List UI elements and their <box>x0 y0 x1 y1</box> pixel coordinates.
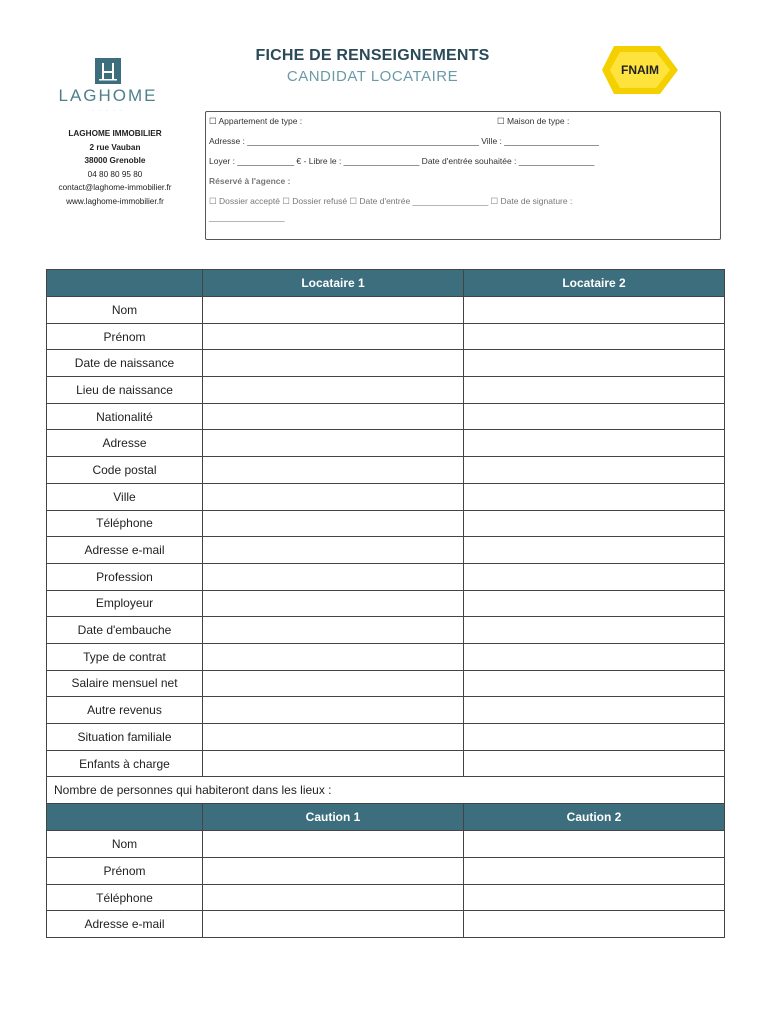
tenant-1-input-cell[interactable] <box>203 590 464 617</box>
tenant-row-label: Enfants à charge <box>47 750 203 777</box>
tenant-row-label: Lieu de naissance <box>47 377 203 404</box>
title-main: FICHE DE RENSEIGNEMENTS <box>255 47 490 64</box>
tenant-1-input-cell[interactable] <box>203 457 464 484</box>
guarantor-header-row <box>47 804 725 831</box>
tenant-row-label: Adresse e-mail <box>47 537 203 564</box>
agency-city: 38000 Grenoble <box>84 156 146 165</box>
agency-decision-checkboxes[interactable]: ☐ Dossier accepté ☐ Dossier refusé ☐ Date d'entrée ________________ ☐ Date de signature : <box>209 196 573 206</box>
fnaim-logo-text: FNAIM <box>621 63 659 77</box>
tenant-1-input-cell[interactable] <box>203 670 464 697</box>
fnaim-logo-icon <box>600 44 680 96</box>
tenant-1-input-cell[interactable] <box>203 724 464 751</box>
tenant-2-input-cell[interactable] <box>464 483 725 510</box>
tenant-2-input-cell[interactable] <box>464 350 725 377</box>
tenant-2-input-cell[interactable] <box>464 297 725 324</box>
guarantor-2-input-cell[interactable] <box>464 884 725 911</box>
guarantor-1-input-cell[interactable] <box>203 858 464 885</box>
guarantor-row-label: Nom <box>47 831 203 858</box>
tenant-2-header: Locataire 2 <box>464 270 725 297</box>
property-info-box <box>205 111 721 240</box>
tenant-row-label: Prénom <box>47 323 203 350</box>
tenant-2-input-cell[interactable] <box>464 563 725 590</box>
tenant-2-input-cell[interactable] <box>464 643 725 670</box>
rent-field[interactable]: Loyer : ____________ € - Libre le : ________________ Date d'entrée souhaitée : ________________ <box>209 156 595 166</box>
tenant-2-input-cell[interactable] <box>464 457 725 484</box>
tenant-2-input-cell[interactable] <box>464 323 725 350</box>
tenant-row-label: Date d'embauche <box>47 617 203 644</box>
tenant-row <box>47 563 725 590</box>
guarantor-row-label: Adresse e-mail <box>47 911 203 938</box>
tenant-2-input-cell[interactable] <box>464 430 725 457</box>
agency-contact <box>40 127 190 208</box>
tenant-row-label: Adresse <box>47 430 203 457</box>
tenant-row-label: Nationalité <box>47 403 203 430</box>
tenant-2-input-cell[interactable] <box>464 617 725 644</box>
guarantor-row-label: Prénom <box>47 858 203 885</box>
apartment-type-checkbox[interactable]: ☐ Appartement de type : <box>209 116 303 126</box>
tenant-row <box>47 750 725 777</box>
tenant-2-input-cell[interactable] <box>464 403 725 430</box>
occupants-label[interactable]: Nombre de personnes qui habiteront dans les lieux : <box>47 777 725 804</box>
laghome-logo <box>56 58 160 114</box>
title-sub: CANDIDAT LOCATAIRE <box>286 68 459 85</box>
logo-subtext: · · · · · <box>92 108 124 114</box>
tenant-1-input-cell[interactable] <box>203 350 464 377</box>
tenant-row-label: Profession <box>47 563 203 590</box>
tenant-2-input-cell[interactable] <box>464 670 725 697</box>
tenant-row-label: Ville <box>47 483 203 510</box>
tenant-1-input-cell[interactable] <box>203 297 464 324</box>
tenant-1-input-cell[interactable] <box>203 563 464 590</box>
signature-date-field[interactable]: ________________ <box>209 212 285 222</box>
guarantor-1-input-cell[interactable] <box>203 911 464 938</box>
guarantor-2-header: Caution 2 <box>464 804 725 831</box>
tenant-row <box>47 350 725 377</box>
guarantor-row-label: Téléphone <box>47 884 203 911</box>
guarantor-2-input-cell[interactable] <box>464 831 725 858</box>
tenant-row <box>47 537 725 564</box>
tenant-table <box>46 269 725 938</box>
tenant-row <box>47 617 725 644</box>
tenant-2-input-cell[interactable] <box>464 510 725 537</box>
tenant-row-label: Salaire mensuel net <box>47 670 203 697</box>
tenant-row-label: Date de naissance <box>47 350 203 377</box>
tenant-1-input-cell[interactable] <box>203 403 464 430</box>
tenant-row <box>47 697 725 724</box>
tenant-row-label: Employeur <box>47 590 203 617</box>
logo-text: LAGHOME <box>58 86 158 105</box>
page-title <box>205 47 540 85</box>
tenant-row <box>47 323 725 350</box>
tenant-1-input-cell[interactable] <box>203 750 464 777</box>
tenant-row <box>47 297 725 324</box>
agency-name: LAGHOME IMMOBILIER <box>68 129 162 138</box>
agency-email: contact@laghome-immobilier.fr <box>58 183 172 192</box>
tenant-row <box>47 724 725 751</box>
tenant-1-input-cell[interactable] <box>203 643 464 670</box>
tenant-row <box>47 377 725 404</box>
tenant-row <box>47 510 725 537</box>
tenant-row-label: Type de contrat <box>47 643 203 670</box>
tenant-row-label: Nom <box>47 297 203 324</box>
tenant-2-input-cell[interactable] <box>464 537 725 564</box>
tenant-row-label: Téléphone <box>47 510 203 537</box>
guarantor-2-input-cell[interactable] <box>464 858 725 885</box>
tenant-header-row <box>47 270 725 297</box>
guarantor-2-input-cell[interactable] <box>464 911 725 938</box>
guarantor-1-header: Caution 1 <box>203 804 464 831</box>
tenant-2-input-cell[interactable] <box>464 724 725 751</box>
occupants-row <box>47 777 725 804</box>
tenant-row <box>47 403 725 430</box>
agency-website: www.laghome-immobilier.fr <box>66 196 164 206</box>
tenant-1-input-cell[interactable] <box>203 537 464 564</box>
house-type-checkbox[interactable]: ☐ Maison de type : <box>497 116 570 126</box>
tenant-row-label: Autre revenus <box>47 697 203 724</box>
tenant-2-input-cell[interactable] <box>464 697 725 724</box>
tenant-row <box>47 643 725 670</box>
tenant-1-input-cell[interactable] <box>203 430 464 457</box>
tenant-1-header: Locataire 1 <box>203 270 464 297</box>
guarantor-row <box>47 884 725 911</box>
tenant-1-input-cell[interactable] <box>203 697 464 724</box>
tenant-2-input-cell[interactable] <box>464 377 725 404</box>
tenant-1-input-cell[interactable] <box>203 377 464 404</box>
tenant-1-input-cell[interactable] <box>203 323 464 350</box>
house-logo-icon <box>95 58 121 84</box>
guarantor-row <box>47 831 725 858</box>
tenant-row <box>47 590 725 617</box>
tenant-row <box>47 670 725 697</box>
address-field[interactable]: Adresse : _________________________________________________ Ville : ____________________ <box>209 136 599 146</box>
tenant-1-input-cell[interactable] <box>203 617 464 644</box>
tenant-1-input-cell[interactable] <box>203 510 464 537</box>
guarantor-1-input-cell[interactable] <box>203 884 464 911</box>
guarantor-row <box>47 858 725 885</box>
tenant-row-label: Code postal <box>47 457 203 484</box>
tenant-header-empty <box>47 270 203 297</box>
tenant-row <box>47 457 725 484</box>
guarantor-row <box>47 911 725 938</box>
tenant-1-input-cell[interactable] <box>203 483 464 510</box>
tenant-2-input-cell[interactable] <box>464 590 725 617</box>
agency-reserved-label: Réservé à l'agence : <box>209 176 291 186</box>
guarantor-1-input-cell[interactable] <box>203 831 464 858</box>
tenant-row <box>47 483 725 510</box>
tenant-2-input-cell[interactable] <box>464 750 725 777</box>
tenant-row-label: Situation familiale <box>47 724 203 751</box>
tenant-row <box>47 430 725 457</box>
agency-phone: 04 80 80 95 80 <box>87 169 143 179</box>
guarantor-header-empty <box>47 804 203 831</box>
agency-street: 2 rue Vauban <box>89 142 141 152</box>
